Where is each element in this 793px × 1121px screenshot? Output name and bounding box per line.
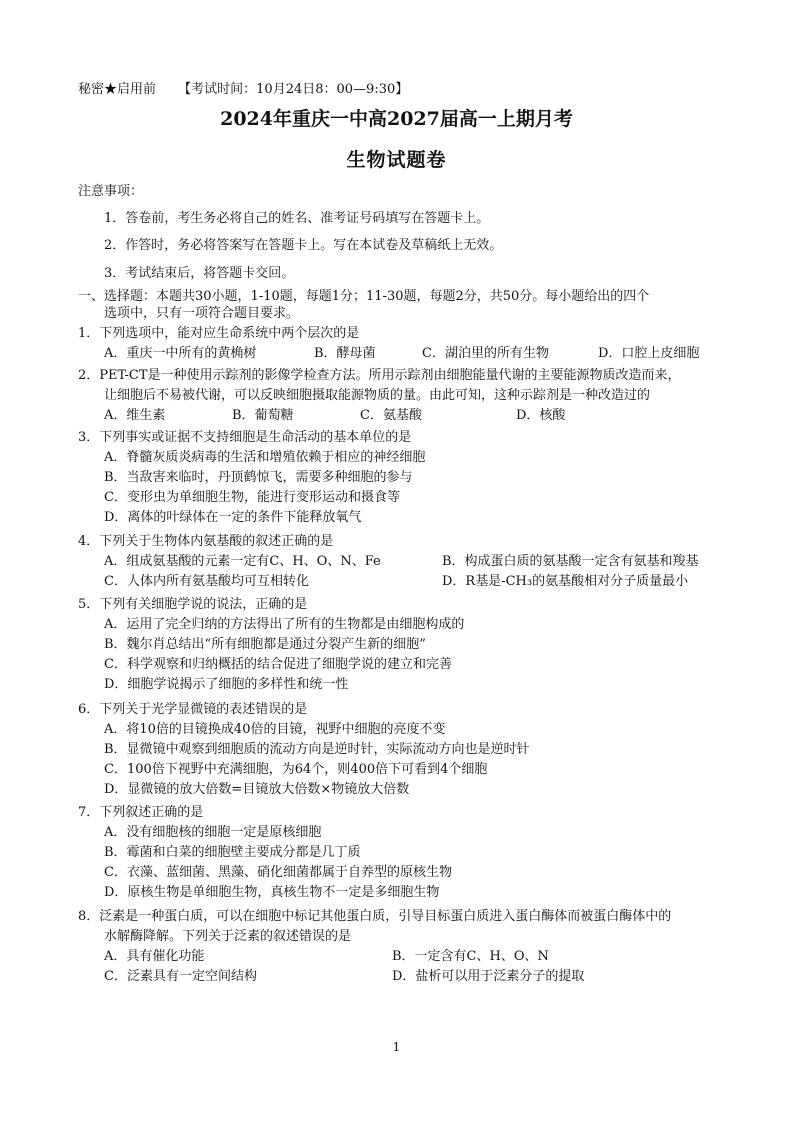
- question-8: [78, 907, 671, 987]
- option-b: B．当敌害来临时，丹顶鹤惊飞，需要多种细胞的参与: [104, 470, 413, 485]
- question-4: [78, 532, 699, 592]
- option-b: B．显微镜中观察到细胞质的流动方向是逆时针，实际流动方向也是逆时针: [104, 742, 530, 757]
- option-d: D．原核生物是单细胞生物，真核生物不一定是多细胞生物: [104, 885, 440, 900]
- option-a: A．运用了完全归纳的方法得出了所有的生物都是由细胞构成的: [104, 617, 465, 632]
- option-d: D．显微镜的放大倍数=目镜放大倍数×物镜放大倍数: [104, 782, 410, 797]
- question-2: [78, 366, 681, 426]
- page-number: 1: [392, 1040, 401, 1054]
- option-c: C．泛素具有一定空间结构: [104, 969, 257, 984]
- question-5: [78, 595, 464, 695]
- option-d: D．R基是-CH₃的氨基酸相对分子质量最小: [442, 574, 689, 589]
- option-d: D．盐析可以用于泛素分子的提取: [392, 969, 585, 984]
- option-row: [78, 552, 699, 572]
- exam-time: 【考试时间：10月24日8：00—9:30】: [178, 82, 409, 97]
- option-row: [78, 572, 699, 592]
- option-row: [78, 406, 681, 426]
- notice-item-1: 1．答卷前，考生务必将自己的姓名、准考证号码填写在答题卡上。: [104, 211, 490, 226]
- question-7: [78, 803, 452, 903]
- option-a: A．具有催化功能: [104, 949, 205, 964]
- option-c: C．衣藻、蓝细菌、黑藻、硝化细菌都属于自养型的原核生物: [104, 865, 452, 880]
- question-3: [78, 428, 425, 528]
- question-stem: 1．下列选项中，能对应生命系统中两个层次的是: [78, 326, 360, 341]
- option-b: B．构成蛋白质的氨基酸一定含有氨基和羧基: [442, 554, 699, 569]
- option-d: D．细胞学说揭示了细胞的多样性和统一性: [104, 677, 349, 692]
- option-a: A．脊髓灰质炎病毒的生活和增殖依赖于相应的神经细胞: [104, 450, 426, 465]
- option-b: B．一定含有C、H、O、N: [392, 949, 549, 964]
- option-b: B．葡萄糖: [232, 408, 294, 423]
- question-stem: 3．下列事实或证据不支持细胞是生命活动的基本单位的是: [78, 430, 412, 445]
- option-c: C．100倍下视野中充满细胞，为64个，则400倍下可看到4个细胞: [104, 762, 488, 777]
- option-c: C．氨基酸: [360, 408, 422, 423]
- question-stem: 2．PET-CT是一种使用示踪剂的影像学检查方法。所用示踪剂由细胞能量代谢的主要能源物质改造而来，: [78, 368, 681, 383]
- secret-label: 秘密★启用前: [78, 82, 157, 97]
- option-b: B．魏尔肖总结出“所有细胞都是通过分裂产生新的细胞”: [104, 637, 426, 652]
- section-instructions: [78, 288, 728, 322]
- exam-subtitle: 生物试题卷: [346, 149, 447, 171]
- exam-title: 2024年重庆一中高2027届高一上期月考: [220, 108, 573, 130]
- question-stem: 5．下列有关细胞学说的说法，正确的是: [78, 597, 308, 612]
- option-b: B．酵母菌: [314, 346, 376, 361]
- option-c: C．人体内所有氨基酸均可互相转化: [104, 574, 309, 589]
- section-line-2: 选项中，只有一项符合题目要求。: [104, 306, 300, 321]
- option-a: A．将10倍的目镜换成40倍的目镜，视野中细胞的亮度不变: [104, 722, 446, 737]
- option-c: C．科学观察和归纳概括的结合促进了细胞学说的建立和完善: [104, 657, 452, 672]
- notice-item-3: 3．考试结束后，将答题卡交回。: [104, 266, 295, 281]
- option-row: [78, 947, 671, 967]
- option-c: C．变形虫为单细胞生物，能进行变形运动和摄食等: [104, 490, 400, 505]
- question-stem: 8．泛素是一种蛋白质，可以在细胞中标记其他蛋白质，引导目标蛋白质进入蛋白酶体而被蛋白酶体中的: [78, 909, 672, 924]
- question-stem-cont: 水解酶降解。下列关于泛素的叙述错误的是: [104, 929, 352, 944]
- notice-item-2: 2．作答时，务必将答案写在答题卡上。写在本试卷及草稿纸上无效。: [104, 238, 503, 253]
- option-row: [78, 967, 671, 987]
- option-d: D．核酸: [516, 408, 566, 423]
- option-d: D．口腔上皮细胞: [598, 346, 700, 361]
- question-stem-cont: 让细胞后不易被代谢，可以反映细胞摄取能源物质的量。由此可知，这种示踪剂是一种改造过的: [104, 388, 651, 403]
- question-1: [78, 324, 699, 364]
- exam-header: [78, 78, 408, 97]
- question-stem: 6．下列关于光学显微镜的表述错误的是: [78, 702, 308, 717]
- question-stem: 7．下列叙述正确的是: [78, 805, 204, 820]
- section-line-1: 一、选择题：本题共30小题，1-10题，每题1分；11-30题，每题2分，共50分。每小题给出的四个: [78, 289, 650, 304]
- option-d: D．离体的叶绿体在一定的条件下能释放氧气: [104, 510, 362, 525]
- option-b: B．霉菌和白菜的细胞壁主要成分都是几丁质: [104, 845, 361, 860]
- option-a: A．维生素: [104, 408, 166, 423]
- option-row: [78, 344, 699, 364]
- option-c: C．湖泊里的所有生物: [422, 346, 549, 361]
- option-a: A．组成氨基酸的元素一定有C、H、O、N、Fe: [104, 554, 381, 569]
- notice-heading: 注意事项：: [78, 184, 144, 199]
- option-a: A．重庆一中所有的黄桷树: [104, 346, 257, 361]
- option-a: A．没有细胞核的细胞一定是原核细胞: [104, 825, 322, 840]
- question-6: [78, 700, 530, 800]
- question-stem: 4．下列关于生物体内氨基酸的叙述正确的是: [78, 534, 334, 549]
